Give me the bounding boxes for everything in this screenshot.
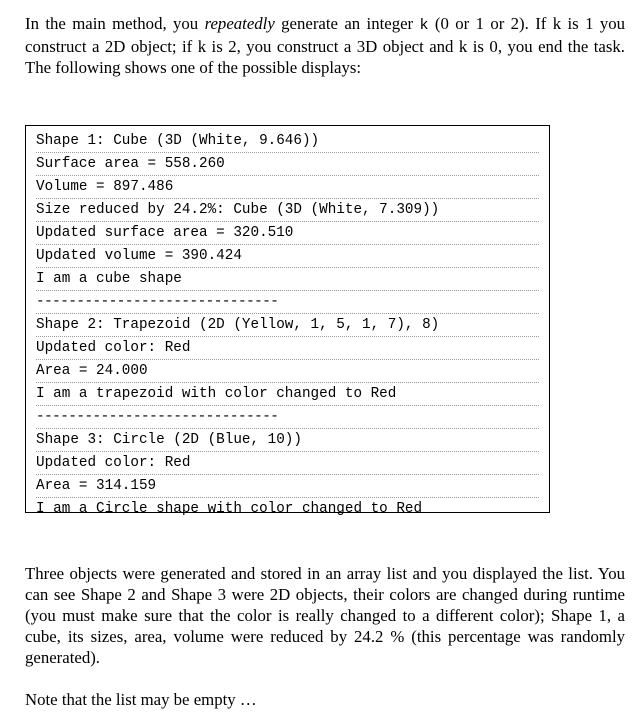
console-line: Area = 314.159 xyxy=(36,475,539,498)
summary-paragraph: Three objects were generated and stored in an array list and you displayed the list. You can see Shape 2 and Shape 3 were 2D objects, their colors are changed during runtime (you must make sure that the color is really changed to a different color); Shape 1, a cube, its sizes, area, volume were reduced by 24.2 % (this percentage was randomly generated). xyxy=(25,564,625,667)
console-line: Updated surface area = 320.510 xyxy=(36,222,539,245)
console-line: Updated color: Red xyxy=(36,452,539,475)
console-line: Shape 2: Trapezoid (2D (Yellow, 1, 5, 1, 7), 8) xyxy=(36,314,539,337)
intro-emphasis: repeatedly xyxy=(204,14,275,33)
console-line: Area = 24.000 xyxy=(36,360,539,383)
console-line: Updated volume = 390.424 xyxy=(36,245,539,268)
console-output-box xyxy=(25,125,550,517)
console-separator: ------------------------------ xyxy=(36,291,539,314)
intro-text-2: generate an integer xyxy=(274,14,420,33)
console-line: Shape 3: Circle (2D (Blue, 10)) xyxy=(36,429,539,452)
intro-text-3: (0 or 1 or 2). If k is 1 you construct a 2D object; if k is 2, you construct a 3D object and k is 0, you end the task. The following shows one of the possible displays: xyxy=(25,14,625,77)
console-line: I am a cube shape xyxy=(36,268,539,291)
console-line: Updated color: Red xyxy=(36,337,539,360)
console-line: Shape 1: Cube (3D (White, 9.646)) xyxy=(36,130,539,153)
intro-variable-k: k xyxy=(419,17,429,34)
intro-paragraph xyxy=(25,13,625,78)
console-line: Volume = 897.486 xyxy=(36,176,539,199)
intro-text-1: In the main method, you xyxy=(25,14,205,33)
console-line: Size reduced by 24.2%: Cube (3D (White, 7.309)) xyxy=(36,199,539,222)
console-line: Surface area = 558.260 xyxy=(36,153,539,176)
console-separator: ------------------------------ xyxy=(36,406,539,429)
note-paragraph: Note that the list may be empty … xyxy=(25,690,257,709)
console-line: I am a trapezoid with color changed to Red xyxy=(36,383,539,406)
console-line: I am a Circle shape with color changed to Red xyxy=(36,501,423,517)
